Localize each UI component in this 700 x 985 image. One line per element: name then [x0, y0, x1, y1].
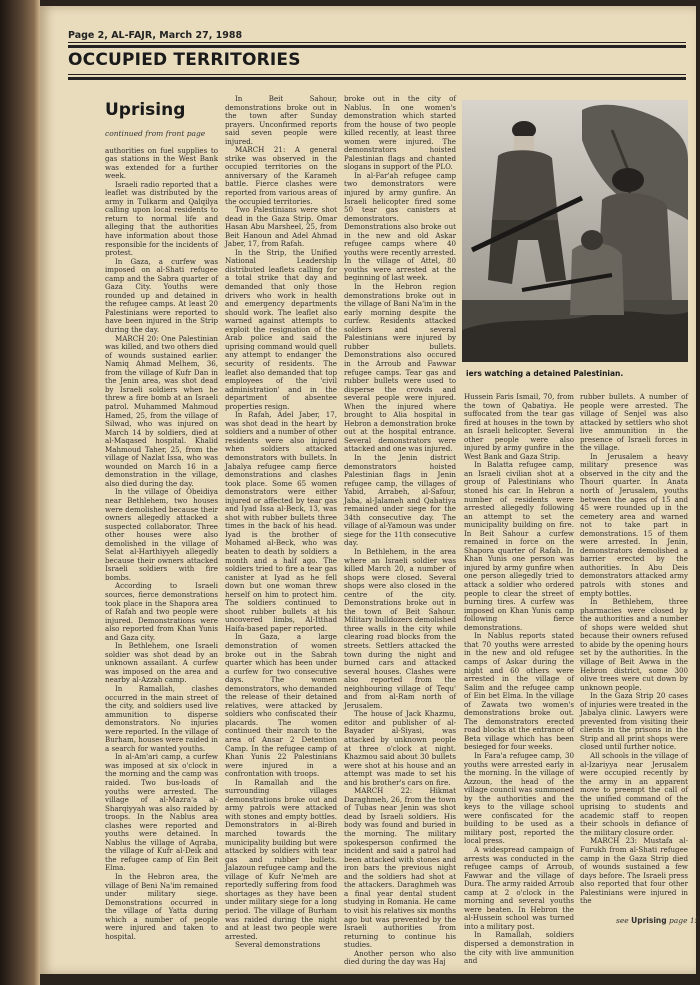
news-photo — [462, 100, 688, 362]
paragraph: MARCH 22: Hikmat Daraghmeh, 26, from the town of Tubas near Jenin was shot dead by Israeli soldiers. His body was found and buried in the morning. The military spokesperson confirmed the incident and said a patrol had been attacked with stones and iron bars the previous night and the soldiers had shot at the attackers. Daraghmeh was a final year dental student studying in Romania. He came to visit his relatives six months ago but was prevented by the Israeli authorities from returning to continue his studies. — [344, 786, 456, 950]
article-column-1 — [105, 96, 218, 941]
paragraph: In al-Far'ah refugee camp two demonstrators were injured by army gunfire. An Israeli helicopter fired some 50 tear gas canisters at demonstrators. Demonstrations also broke out in the new and old Askar refugee camps where 40 youths were recently arrested. In the village of Attel, 80 youths were arrested at the beginning of last week. — [344, 170, 456, 283]
paragraph: Hussein Faris Ismail, 70, from the town of Qabatiya. He suffocated from the tear gas fired at houses in the town by an Israeli helicopter. Several other people were also injured by army gunfire in the West Bank and Gaza Strip. — [464, 392, 574, 461]
paragraph: In Gaza, a large demonstration of women broke out in the Sabrah quarter which has been under a curfew for two consecutive days. The women demonstrators, who demanded the release of their detained relatives, were attacked by soldiers who confiscated their placards. The women continued their march to the area of Ansar 2 Detention Camp. In the refugee camp of Khan Yunis 22 Palestinians were injured in a confrontation with troops. — [225, 632, 337, 779]
paragraph: In the Hebron area, the village of Beni Na'im remained under military siege. Demonstrations occurred in the village of Yatta during which a number of people were injured and taken to hospital. — [105, 872, 218, 941]
book-binding — [0, 0, 40, 985]
paragraph: In Bethlehem, in the area where an Israeli soldier was killed March 20, a number of shops were closed. Several shops were also closed in the centre of the city. Demonstrations broke out in the town of Beit Sahour. Military bulldozers demolished three walls in the city while clearing road blocks from the streets. Settlers attacked the town during the night and burned cars and attacked several houses. Clashes were also reported from the neighbouring village of Tequ' and from al-Ram north of Jerusalem. — [344, 546, 456, 710]
photo-caption: iers watching a detained Palestinian. — [466, 369, 624, 378]
paragraph: According to Israeli sources, fierce demonstrations took place in the Shapora area of Rafah and two people were injured. Demonstrations were also reported from Khan Yunis and Gaza city. — [105, 581, 218, 642]
section-rule-thick — [68, 77, 686, 80]
paragraph: rubber bullets. A number of people were arrested. The village of Senjel was also attacked by settlers who shot live ammunition in the presence of Israeli forces in the village. — [580, 392, 688, 453]
footer-word: Uprising — [631, 916, 667, 925]
paragraph: Several demonstrations — [235, 940, 321, 950]
article-column-3 — [344, 94, 456, 967]
soldiers-photo-image — [462, 100, 688, 362]
paragraph: All schools in the village of al-Izariyya near Jerusalem were occupied recently by the army in an apparent move to preempt the call of the unified command of the uprising to students and academic staff to reopen their schools in defiance of the military closure order. — [580, 750, 688, 837]
section-title: OCCUPIED TERRITORIES — [68, 50, 301, 70]
paragraph: In the village of Obeidiya near Bethlehem, two houses were demolished because their owners allegedly attacked a suspected collaborator. Three other houses were also demolished in the village of Selat al-Harthiyyeh allegedly because their owners attacked Israeli soldiers with fire bombs. — [105, 487, 218, 582]
article-column-4 — [464, 392, 574, 966]
paragraph: Two Palestinians were shot dead in the Gaza Strip. Omar Hasan Abu Marsheel, 25, from Beit Hanoun and Adel Ahmad Jaber, 17, from Rafah. — [225, 205, 337, 249]
paragraph: In Beit Sahour, demonstrations broke out in the town after Sunday prayers. Unconfirmed reports said seven people were injured. — [225, 94, 337, 146]
paragraph: The house of Jack Khazmu, editor and publisher of al-Bayader al-Siyasi, was attacked by unknown people at three o'clock at night. Khazmou said about 30 bullets were shot at his house and an attempt was made to set his and his brother's cars on fire. — [344, 709, 456, 787]
paragraph: In Ramallah and the surrounding villages demonstrations broke out and army patrols were attacked with stones and empty bottles. Demonstrators in al-Bireh marched towards the municipality building but were attacked by soldiers with tear gas and rubber bullets. Jalazoun refugee camp and the village of Kufr Ne'meh are reportedly suffering from food shortages as they have been under military siege for a long period. The village of Burham was raided during the night and at least two people were arrested. — [225, 777, 337, 941]
paragraph: In al-Am'ari camp, a curfew was imposed at six o'clock in the morning and the camp was raided. Two bus-loads of youths were arrested. The village of al-Mazra'a al-Sharqiyyah was also raided by troops. In the Nablus area clashes were reported and youths were detained. In Nablus the village of Aqraba, the village of Kufr al-Deik and the refugee camp of Ein Beit Elma. — [105, 752, 218, 873]
paragraph: In Jerusalem a heavy military presence was observed in the city and the Thouri quarter. In Anata north of Jerusalem, youths between the ages of 15 and 45 were rounded up in the cemetery area and warned not to take part in demonstrations. 15 of them were arrested. In Jenin, demonstrators demolished a barrier erected by the authorities. In Abu Deis demonstrators attacked army patrols with stones and empty bottles. — [580, 451, 688, 598]
paragraph: In Ramallah, soldiers dispersed a demonstration in the city with live ammunition and — [464, 930, 574, 966]
paragraph: In the Gaza Strip 20 cases of injuries were treated in the Jabalya clinic. Lawyers were prevented from visiting their clients in the prisons in the Strip and all print shops were closed until further notice. — [580, 691, 688, 752]
paragraph: authorities on fuel supplies to gas stations in the West Bank was extended for a further week. — [105, 145, 218, 181]
paragraph: In Fara'a refugee camp, 30 youths were arrested early in the morning. In the village of Azzoun, the head of the village council was summoned by the authorities and the keys to the village school were confiscated for the building to be used as a military post, reported the local press. — [464, 750, 574, 846]
paragraph: In the Jenin district demonstrators hoisted Palestinian flags in Jenin refugee camp, the villages of Yabid, Arrabeh, al-Safour, Jaba, al-Jalameh and Qabatiya remained under siege for the 34th consecutive day. The village of al-Yamoun was under siege for the 11th consecutive day. — [344, 452, 456, 548]
paragraph: In Bethlehem, three pharmacies were closed by the authorities and a number of shops were welded shut because their owners refused to abide by the opening hours set by the authorities. In the village of Beit Awwa in the Hebron district, some 300 olive trees were cut down by unknown people. — [580, 597, 688, 692]
paragraph: In the Hebron region demonstrations broke out in the village of Bani Na'im in the early morning despite the curfew. Residents attacked soldiers and several Palestinians were injured by rubber bullets. Demonstrations also occured in the Arroub and Fawwar refugee camps. Tear gas and rubber bullets were used to disperse the crowds and several people were injured. When the injured where brought to Alia hospital in Hebron a demonstration broke out at the hospital entrance. Several demonstrators were attacked and one was injured. — [344, 282, 456, 454]
continued-footer — [616, 916, 699, 925]
article-headline: Uprising — [105, 100, 186, 120]
paragraph: A widespread campaign of arrests was conducted in the refugee camps of Arroub, Fawwar and the village of Dura. The army raided Arroub camp at 2 o'clock in the morning and several youths were beaten. In Hebron the al-Hussein school was turned into a military post. — [464, 844, 574, 931]
paragraph: In Rafah, Adel Jaber, 17, was shot dead in the heart by soldiers and a number of other residents were also injured when soldiers attacked demonstrators with bullets. In Jabalya refugee camp fierce demonstrations and clashes took place. Some 65 women demonstrators were either injured or affected by tear gas and Iyad Issa al-Beck, 13, was shot with rubber bullets three times in the back of his head. Iyad is the brother of Mohamed al-Beck, who was beaten to death by soldiers a month and a half ago. The soldiers tried to fire a tear gas canister at Iyad as he fell down but one woman threw herself on him to protect him. The soldiers continued to shoot rubber bullets at his uncovered limbs, Al-Itthad Haifa-based paper reported. — [225, 410, 337, 633]
paragraph: broke out in the city of Nablus. In one women's demonstration which started from the house of two people killed recently, at least three women were injured. The demonstrators hoisted Palestinian flags and chanted slogans in support of the PLO. — [344, 94, 456, 172]
paragraph: MARCH 23: Mustafa al-Furukh from al-Shati refugee camp in the Gaza Strip died of wounds sustained a few days before. The Israeli press also reported that four other Palestinians were injured in the — [580, 836, 688, 906]
page-header: Page 2, AL-FAJR, March 27, 1988 — [68, 30, 243, 41]
paragraph: Israeli radio reported that a leaflet was distributed by the army in Tulkarm and Qalqilya calling upon local residents to return to normal life and alleging that the authorities have information about those responsible for the incidents of protest. — [105, 179, 218, 258]
paragraph: MARCH 21: A general strike was observed in the occupied territories on the anniversary of the Karameh battle. Fierce clashes were reported from various areas of the occupied territories. — [225, 145, 337, 206]
paragraph: In Nablus reports stated that 70 youths were arrested in the new and old refugee camps of Askar during the night and 60 others were arrested in the village of Salim and the refugee camp of Ein bet Elma. In the village of Zawata two women's demonstrations broke out. The demonstrators erected road blocks at the entrance of Beta village which has been besieged for four weeks. — [464, 631, 574, 752]
footer-see: see — [616, 916, 629, 925]
continued-note: continued from front page — [105, 129, 206, 138]
paragraph: In Bethlehem, one Israeli soldier was shot dead by an unknown assailant. A curfew was imposed on the area and nearby al-Azzah camp. — [105, 641, 218, 685]
paragraph: In Gaza, a curfew was imposed on al-Shati refugee camp and the Sabra quarter of Gaza City. Youths were rounded up and detained in the refugee camps. At least 20 Palestinians were reported to have been injured in the Strip during the day. — [105, 256, 218, 335]
footer-page: page 15 — [669, 916, 700, 925]
paragraph: MARCH 20: One Palestinian was killed, and two others died of wounds sustained earlier. Namiq Ahmad Melhem, 36, from the village of Kufr Dan in the Jenin area, was shot dead by Israeli soldiers when he threw a fire bomb at an Israeli patrol. Muhammed Mahmoud Hamed, 25, from the village of Silwad, who was injured on March 14 by soldiers, died at al-Maqased hospital. Khalid Mahmoud Taher, 25, from the village of Nazlat Issa, who was wounded on March 16 in a demonstration in the village, also died during the day. — [105, 333, 218, 488]
paragraph: In Ramallah, clashes occurred in the main street of the city, and soldiers used live ammunition to disperse demonstrators. No injuries were reported. In the village of Burham, houses were raided in a search for wanted youths. — [105, 684, 218, 753]
header-rule — [68, 42, 686, 43]
paragraph: In the Strip, the Unified National Leadership distributed leaflets calling for a total strike that day and demanded that only those drivers who work in health and emergency departments should work. The leaflet also warned against attempts to exploit the resignation of the Arab police and said the uprising command would quell any attempt to endanger the security of residents. The leaflet also demanded that top employees of the 'civil administration' and in the department of absentee properties resign. — [225, 247, 337, 411]
paragraph: In Balatta refugee camp, an Israeli civilian shot at a group of Palestinians who stoned his car. In Hebron a number of residents were arrested allegedly following an attempt to set the municipality building on fire. In Beit Sahour a curfew remained in force on the Shapora quarter of Rafah. In Khan Yunis one person was injured by army gunfire when one person allegedly tried to attack a soldier who ordered people to clear the street of burning tires. A curfew was imposed on Khan Yunis camp following fierce demonstrations. — [464, 460, 574, 632]
section-rule — [68, 74, 686, 75]
article-column-2 — [225, 94, 337, 950]
paragraph: Another person who also died during the day was Haj — [344, 948, 456, 967]
header-rule-thick — [68, 45, 686, 48]
article-column-5 — [580, 393, 688, 911]
